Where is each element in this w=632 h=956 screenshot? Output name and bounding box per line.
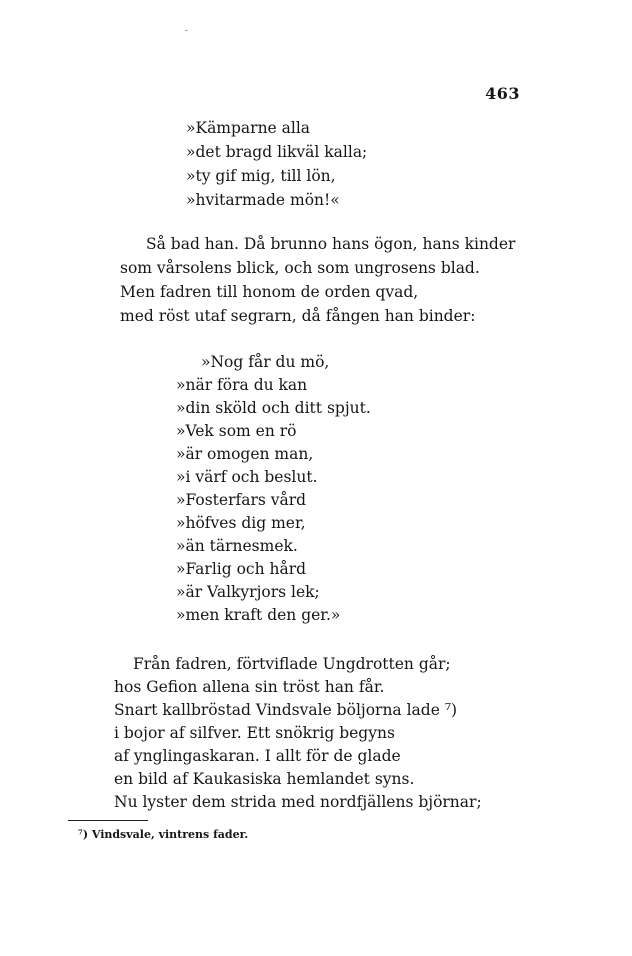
stanza1-line: »det bragd likväl kalla; xyxy=(186,143,368,161)
stanza2-line: »men kraft den ger.» xyxy=(176,606,341,624)
stanza2-line: »när föra du kan xyxy=(176,376,308,394)
page-number: 463 xyxy=(485,84,520,103)
stanza2-line: »din sköld och ditt spjut. xyxy=(176,399,371,417)
verse-line: Snart kallbröstad Vindsvale böljorna lade ⁷) xyxy=(114,701,458,719)
verse-line: som vårsolens blick, och som ungrosens blad. xyxy=(120,259,480,277)
verse-line: med röst utaf segrarn, då fången han binder: xyxy=(120,307,476,325)
stanza2-line: »är Valkyrjors lek; xyxy=(176,583,320,601)
stanza2-line: »är omogen man, xyxy=(176,445,314,463)
verse-line: en bild af Kaukasiska hemlandet syns. xyxy=(114,770,415,788)
verse-line: Så bad han. Då brunno hans ögon, hans kinder xyxy=(146,235,516,253)
verse-line: hos Gefion allena sin tröst han får. xyxy=(114,678,385,696)
stanza1-line: »Kämparne alla xyxy=(186,119,311,137)
footnote-divider xyxy=(68,820,148,821)
stanza1-line: »hvitarmade mön!« xyxy=(186,191,340,209)
verse-line: Från fadren, förtviflade Ungdrotten går; xyxy=(133,655,451,673)
stanza2-line: »Fosterfars vård xyxy=(176,491,307,509)
stanza2-line: »Nog får du mö, xyxy=(201,353,330,371)
footnote: ⁷) Vindsvale, vintrens fader. xyxy=(78,828,249,841)
stanza2-line: »i värf och beslut. xyxy=(176,468,318,486)
verse-line: Nu lyster dem strida med nordfjällens björnar; xyxy=(114,793,482,811)
verse-line: i bojor af silfver. Ett snökrig begyns xyxy=(114,724,395,742)
stanza1-line: »ty gif mig, till lön, xyxy=(186,167,336,185)
stanza2-line: »än tärnesmek. xyxy=(176,537,298,555)
paper-speck xyxy=(185,30,188,31)
verse-line: af ynglingaskaran. I allt för de glade xyxy=(114,747,401,765)
stanza2-line: »Vek som en rö xyxy=(176,422,297,440)
stanza2-line: »höfves dig mer, xyxy=(176,514,306,532)
verse-line: Men fadren till honom de orden qvad, xyxy=(120,283,419,301)
stanza2-line: »Farlig och hård xyxy=(176,560,307,578)
